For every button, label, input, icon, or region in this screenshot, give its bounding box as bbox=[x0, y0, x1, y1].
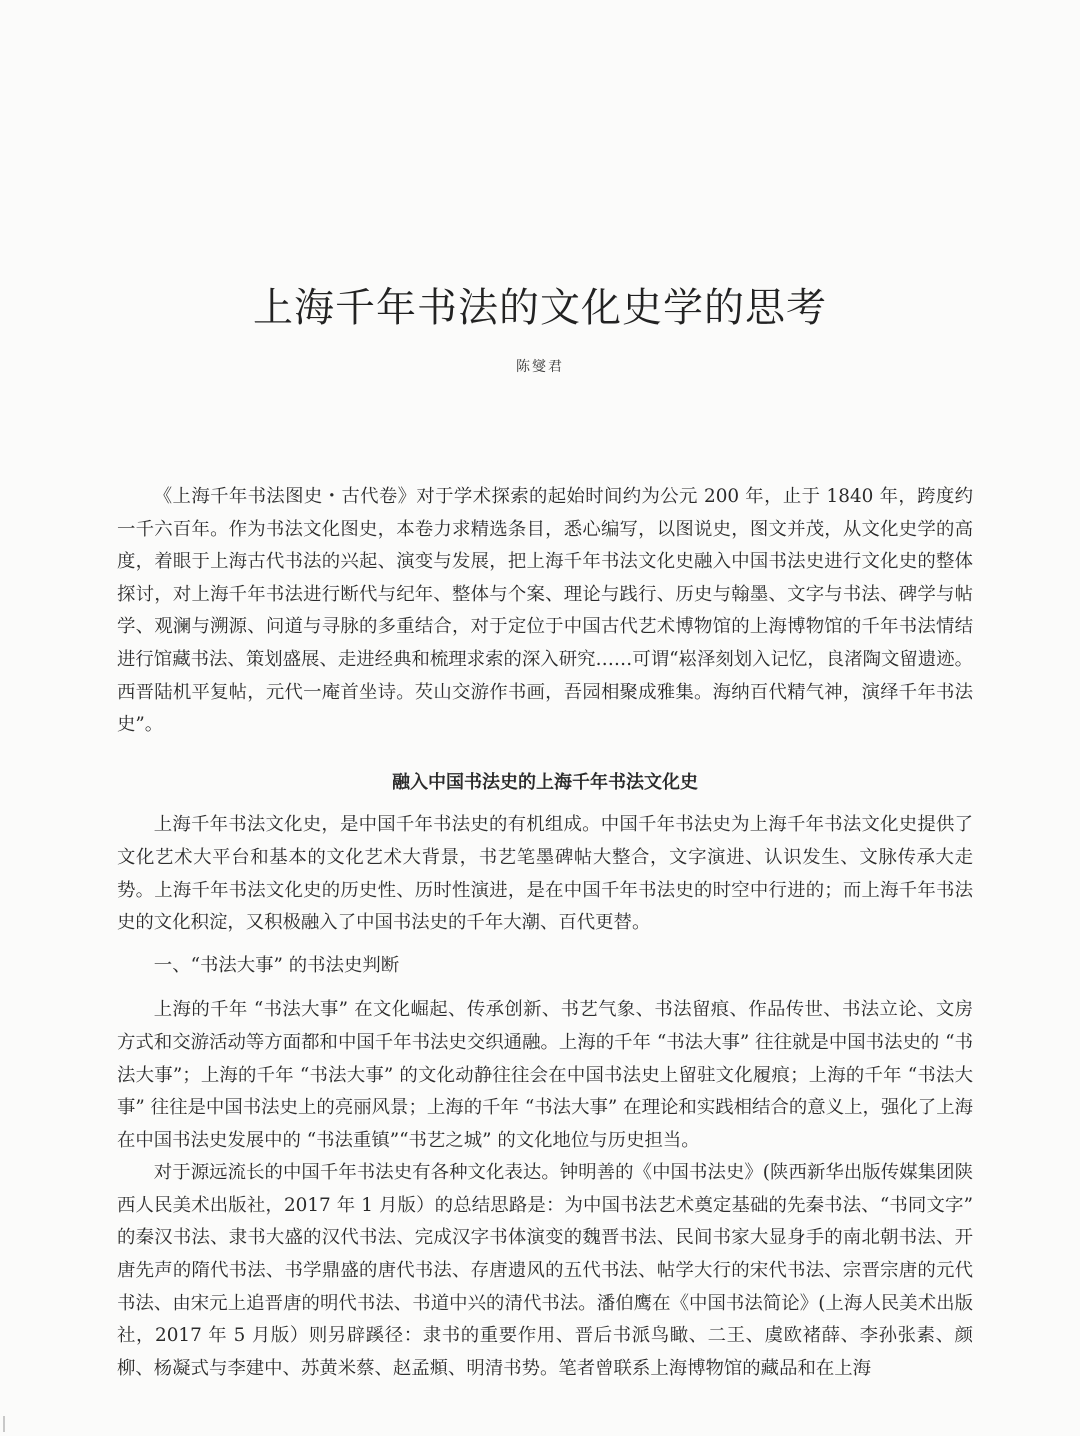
intro-paragraph: 《上海千年书法图史・古代卷》对于学术探索的起始时间约为公元 200 年，止于 1840 年，跨度约一千六百年。作为书法文化图史，本卷力求精选条目，悉心编写，以图说史，图文并茂，从文化史学的高度，着眼于上海古代书法的兴起、演变与发展，把上海千年书法文化史融入中国书法史进行文化史的整体探讨，对上海千年书法进行断代与纪年、整体与个案、理论与践行、历史与翰墨、文字与书法、碑学与帖学、观澜与溯源、问道与寻脉的多重结合，对于定位于中国古代艺术博物馆的上海博物馆的千年书法情结进行馆藏书法、策划盛展、走进经典和梳理求索的深入研究……可谓“崧泽刻划入记忆，良渚陶文留遗迹。西晋陆机平复帖，元代一庵首坐诗。芡山交游作书画，吾园相聚成雅集。海纳百代精气神，演绎千年书法史”。 bbox=[117, 486, 973, 736]
subsection-paragraph-1: 上海的千年 “书法大事” 在文化崛起、传承创新、书艺气象、书法留痕、作品传世、书法立论、文房方式和交游活动等方面都和中国千年书法史交织通融。上海的千年 “书法大事” 往往就是中国书法史的 “书法大事”；上海的千年 “书法大事” 的文化动静往往会在中国书法史上留驻文化履痕；上海的千年 “书法大事” 往往是中国书法史上的亮丽风景；上海的千年 “书法大事” 在理论和实践相结合的意义上，强化了上海在中国书法史发展中的 “书法重镇”“书艺之城” 的文化地位与历史担当。 bbox=[117, 999, 973, 1151]
article-author: 陈燮君 bbox=[516, 359, 564, 375]
subsection-heading: 一、“书法大事” 的书法史判断 bbox=[153, 954, 400, 976]
article-body bbox=[117, 481, 973, 1385]
section-heading: 融入中国书法史的上海千年书法文化史 bbox=[392, 771, 698, 793]
article-title: 上海千年书法的文化史学的思考 bbox=[253, 285, 827, 331]
page-edge-mark bbox=[3, 1416, 5, 1432]
subsection-paragraph-2: 对于源远流长的中国千年书法史有各种文化表达。钟明善的《中国书法史》(陕西新华出版传媒集团陕西人民美术出版社，2017 年 1 月版）的总结思路是：为中国书法艺术奠定基础的先秦书法、“书同文字” 的秦汉书法、隶书大盛的汉代书法、完成汉字书体演变的魏晋书法、民间书家大显身手的南北朝书法、开唐先声的隋代书法、书学鼎盛的唐代书法、存唐遗风的五代书法、帖学大行的宋代书法、宗晋宗唐的元代书法、由宋元上追晋唐的明代书法、书道中兴的清代书法。潘伯鹰在《中国书法简论》(上海人民美术出版社，2017 年 5 月版）则另辟蹊径：隶书的重要作用、晋后书派鸟瞰、二王、虞欧褚薛、李孙张素、颜柳、杨凝式与李建中、苏黄米蔡、赵孟頫、明清书势。笔者曾联系上海博物馆的藏品和在上海 bbox=[117, 1162, 973, 1379]
section-paragraph: 上海千年书法文化史，是中国千年书法史的有机组成。中国千年书法史为上海千年书法文化史提供了文化艺术大平台和基本的文化艺术大背景，书艺笔墨碑帖大整合，文字演进、认识发生、文脉传承大走势。上海千年书法文化史的历史性、历时性演进，是在中国千年书法史的时空中行进的；而上海千年书法史的文化积淀，又积极融入了中国书法史的千年大潮、百代更替。 bbox=[117, 814, 973, 934]
